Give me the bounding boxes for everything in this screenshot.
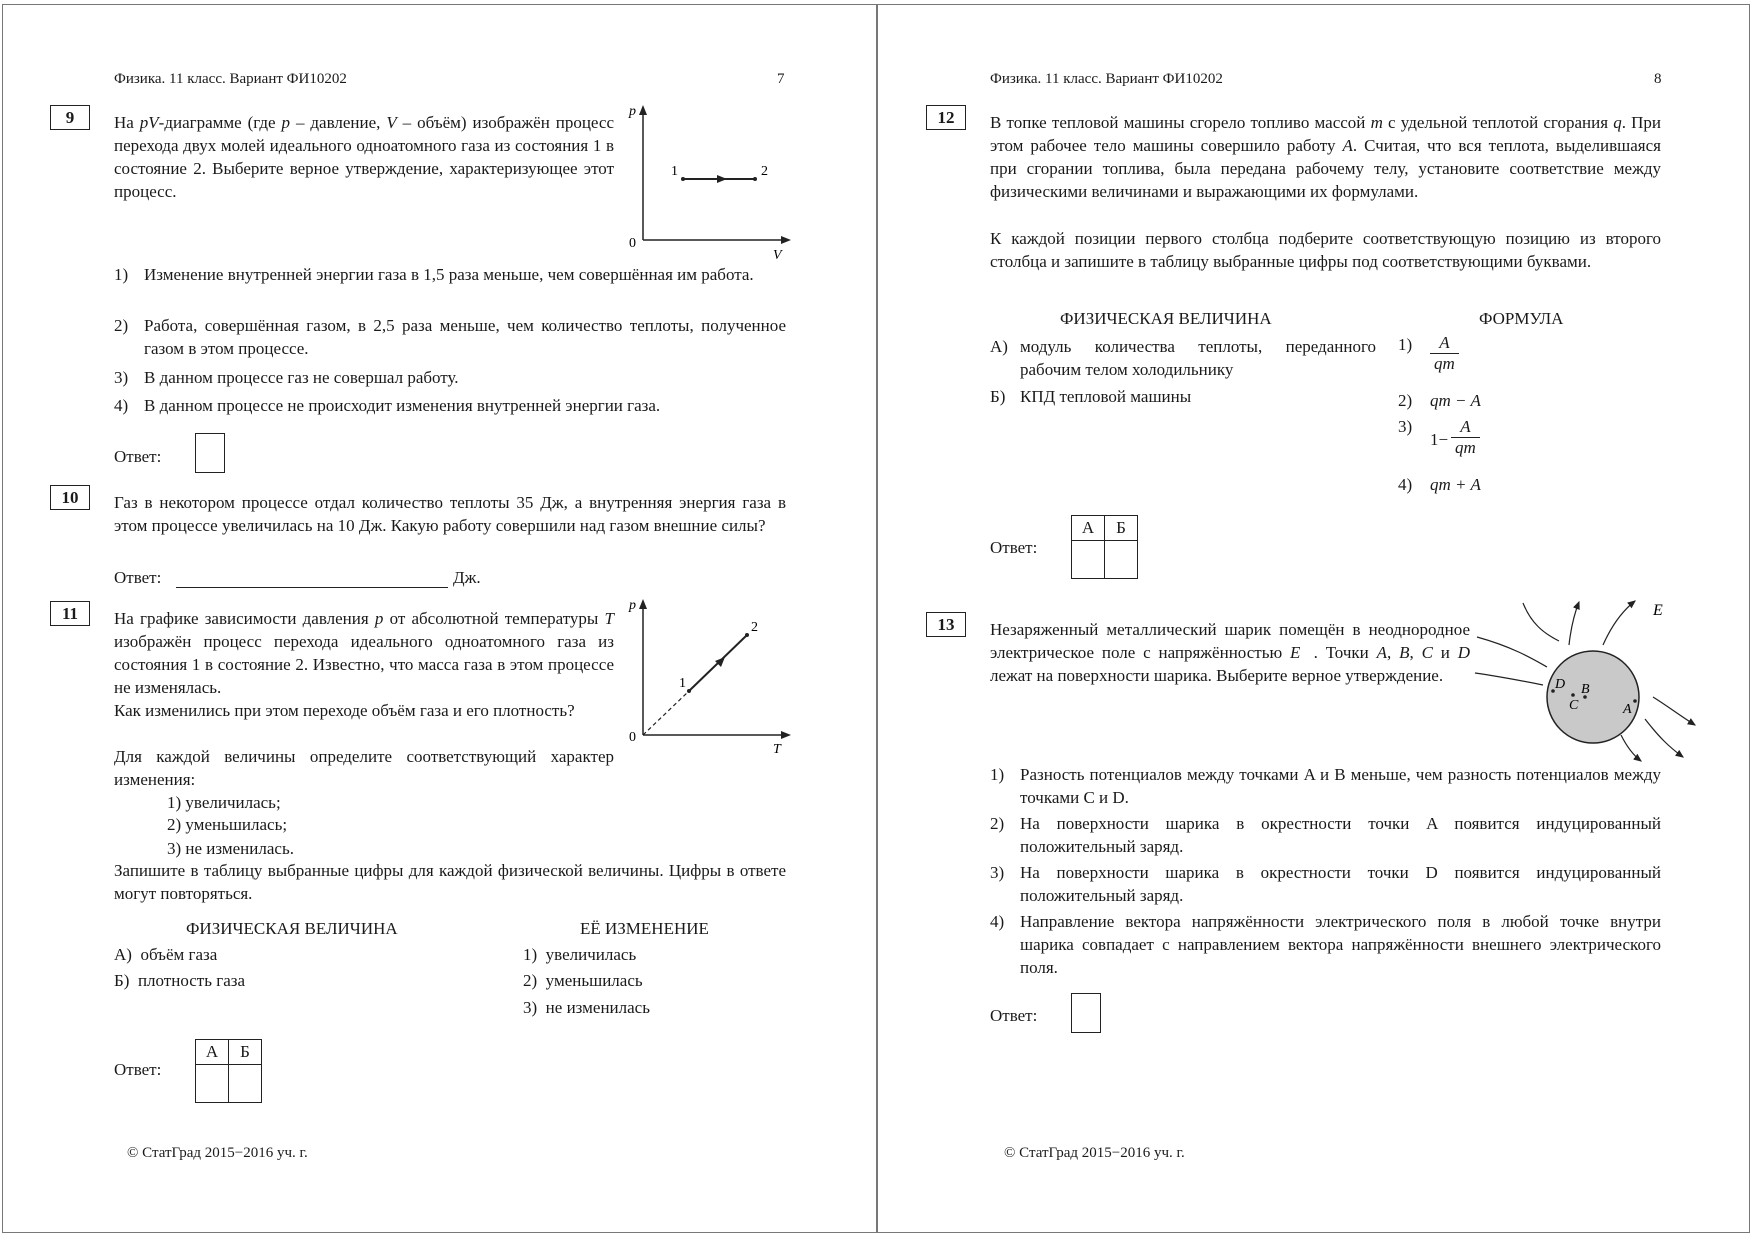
list-item: А) модуль количества теплоты, переданного рабочим телом холодильнику	[990, 337, 1376, 379]
axis-label-v: V	[773, 248, 782, 263]
answer-label: Ответ:	[114, 568, 162, 587]
point-label-2: 2	[751, 620, 758, 635]
pv-diagram	[621, 105, 791, 265]
formula-3-prefix: 1−	[1430, 430, 1449, 449]
list-item: А) объём газа	[114, 945, 218, 964]
page-number: 7	[777, 71, 785, 87]
origin-label: 0	[629, 236, 636, 251]
formula-number: 4)	[1398, 475, 1413, 494]
table-header-b: Б	[1105, 516, 1138, 541]
column-header-quantity: ФИЗИЧЕСКАЯ ВЕЛИЧИНА	[1060, 309, 1272, 328]
column-header-formula: ФОРМУЛА	[1479, 309, 1564, 328]
answer-label: Ответ:	[990, 538, 1038, 557]
page-right	[877, 4, 1750, 1233]
question-text: На pV-диаграмме (где p – давление, V – объём) изображён процесс перехода двух молей идеального одноатомного газа из состояния 1 в состояние 2. Выберите верное утверждение, характеризующее этот процесс.	[114, 113, 614, 201]
pt-diagram	[621, 597, 791, 757]
formula-2: qm − A	[1430, 391, 1481, 410]
field-vector-label: E⃗	[1653, 602, 1676, 619]
point-label-1: 1	[679, 676, 686, 691]
answer-label: Ответ:	[114, 1060, 162, 1079]
table-header-a: А	[1072, 516, 1105, 541]
formula-3: $\frac{A}{qm}$	[1451, 417, 1480, 458]
option-3: 3) В данном процессе газ не совершал работу.	[114, 368, 459, 387]
formula-number: 3)	[1398, 417, 1413, 436]
question-text: В топке тепловой машины сгорело топливо массой m с удельной теплотой сгорания q. При этом рабочее тело машины совершило работу A. Считая, что вся теплота, выделившаяся при сгорании топлива, была передана рабочему телу, установите соответствие между физическими величинами и выражающими их формулами.	[990, 113, 1662, 201]
answer-label: Ответ:	[990, 1006, 1038, 1025]
option-3: 3) На поверхности шарика в окрестности точки D появится индуцированный положительный заряд.	[990, 863, 1661, 905]
option-1: 1) Изменение внутренней энергии газа в 1,5 раза меньше, чем совершённая им работа.	[114, 265, 754, 284]
question-number: 12	[926, 105, 966, 130]
page-left	[2, 4, 877, 1233]
point-label-c: C	[1569, 698, 1579, 713]
origin-label: 0	[629, 730, 636, 745]
charged-sphere-figure	[1473, 597, 1703, 767]
variant-3: 3) не изменилась.	[167, 839, 294, 858]
answer-cell-b[interactable]	[229, 1065, 262, 1103]
list-item: Б) плотность газа	[114, 971, 246, 990]
question-text-2: К каждой позиции первого столбца подберите соответствующую позицию из второго столбца и запишите в таблицу выбранные цифры под соответствующими буквами.	[990, 229, 1661, 271]
list-item: 3) не изменилась	[523, 998, 650, 1017]
question-number: 9	[50, 105, 90, 130]
page-header: Физика. 11 класс. Вариант ФИ10202	[114, 71, 347, 87]
axis-label-t: T	[773, 742, 781, 757]
axis-label-p: p	[629, 105, 636, 119]
answer-box[interactable]	[1071, 993, 1101, 1033]
page-header: Физика. 11 класс. Вариант ФИ10202	[990, 71, 1223, 87]
list-item: Б) КПД тепловой машины	[990, 387, 1192, 406]
answer-cell-a[interactable]	[196, 1065, 229, 1103]
answer-box[interactable]	[195, 433, 225, 473]
point-label-2: 2	[761, 164, 768, 179]
page-footer: © СтатГрад 2015−2016 уч. г.	[1004, 1145, 1185, 1161]
answer-line[interactable]	[176, 587, 448, 588]
answer-cell-a[interactable]	[1072, 541, 1105, 579]
question-number: 10	[50, 485, 90, 510]
page-number: 8	[1654, 71, 1662, 87]
answer-table	[195, 1039, 262, 1103]
question-text: На графике зависимости давления p от абсолютной температуры T изображён процесс перехода идеального одноатомного газа из состояния 1 в состояние 2. Известно, что масса газа в этом процессе не изменялась.	[114, 609, 614, 697]
point-label-b: B	[1581, 682, 1590, 697]
option-1: 1) Разность потенциалов между точками A и B меньше, чем разность потенциалов между точками C и D.	[990, 765, 1661, 807]
variant-2: 2) уменьшилась;	[167, 815, 288, 834]
answer-table	[1071, 515, 1138, 579]
point-label-a: A	[1623, 702, 1632, 717]
option-2: 2) Работа, совершённая газом, в 2,5 раза меньше, чем количество теплоты, полученное газом в этом процессе.	[114, 316, 786, 358]
variant-1: 1) увеличилась;	[167, 793, 281, 812]
option-4: 4) Направление вектора напряжённости электрического поля в любой точке внутри шарика совпадает с направлением вектора напряжённости внешнего электрического поля.	[990, 912, 1661, 977]
question-number: 11	[50, 601, 90, 626]
question-text-3: Для каждой величины определите соответствующий характер изменения:	[114, 747, 614, 789]
answer-unit: Дж.	[453, 568, 481, 587]
question-text-4: Запишите в таблицу выбранные цифры для каждой физической величины. Цифры в ответе могут повторяться.	[114, 861, 786, 903]
formula-number: 1)	[1398, 335, 1413, 354]
answer-label: Ответ:	[114, 447, 162, 466]
question-number: 13	[926, 612, 966, 637]
formula-number: 2)	[1398, 391, 1413, 410]
table-header-b: Б	[229, 1040, 262, 1065]
point-label-d: D	[1555, 677, 1566, 692]
question-text: Газ в некотором процессе отдал количество теплоты 35 Дж, а внутренняя энергия газа в этом процессе увеличилась на 10 Дж. Какую работу совершили над газом внешние силы?	[114, 493, 786, 535]
list-item: 2) уменьшилась	[523, 971, 643, 990]
answer-cell-b[interactable]	[1105, 541, 1138, 579]
column-header-change: ЕЁ ИЗМЕНЕНИЕ	[580, 919, 709, 938]
list-item: 1) увеличилась	[523, 945, 637, 964]
table-header-a: А	[196, 1040, 229, 1065]
formula-1: $\frac{A}{qm}$	[1430, 333, 1459, 374]
question-text-2: Как изменились при этом переходе объём газа и его плотность?	[114, 701, 575, 720]
axis-label-p: p	[629, 598, 636, 613]
question-text: Незаряженный металлический шарик помещён в неоднородное электрическое поле с напряжённостью E⃗. Точки A, B, C и D лежат на поверхности шарика. Выберите верное утверждение.	[990, 620, 1471, 685]
formula-4: qm + A	[1430, 475, 1481, 494]
page-footer: © СтатГрад 2015−2016 уч. г.	[127, 1145, 308, 1161]
option-2: 2) На поверхности шарика в окрестности точки A появится индуцированный положительный заряд.	[990, 814, 1661, 856]
point-label-1: 1	[671, 164, 678, 179]
column-header-quantity: ФИЗИЧЕСКАЯ ВЕЛИЧИНА	[186, 919, 398, 938]
option-4: 4) В данном процессе не происходит изменения внутренней энергии газа.	[114, 396, 661, 415]
